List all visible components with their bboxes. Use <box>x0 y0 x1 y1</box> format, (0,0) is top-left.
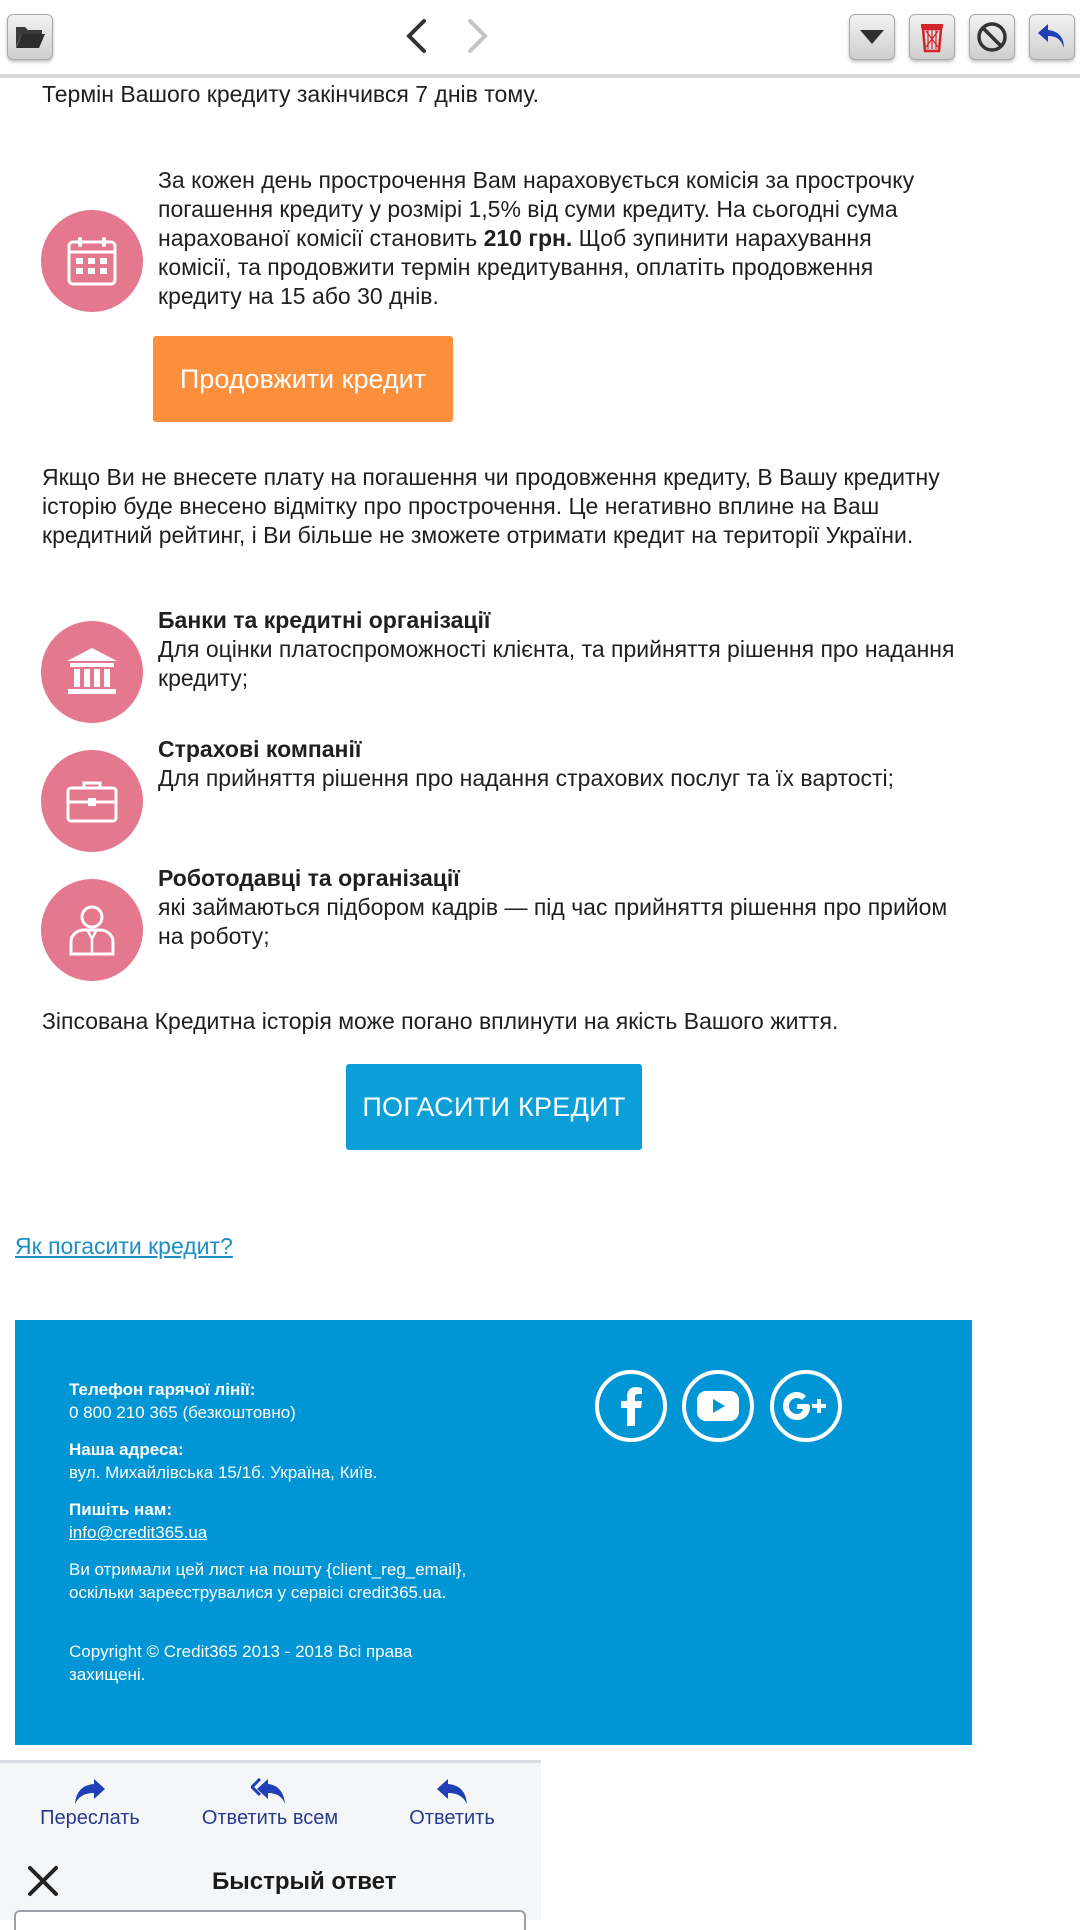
address-value: вул. Михайлівська 15/1б. Україна, Київ. <box>69 1463 378 1482</box>
copyright: Copyright © Credit365 2013 - 2018 Всі права захищені. <box>69 1642 413 1684</box>
reply-icon[interactable] <box>1029 14 1075 60</box>
address-label: Наша адреса: <box>69 1440 184 1459</box>
write-label: Пишіть нам: <box>69 1500 173 1519</box>
caret-down-icon[interactable] <box>849 14 895 60</box>
item-title: Банки та кредитні організації <box>158 607 491 633</box>
quick-reply-panel <box>0 1848 541 1920</box>
reply-all-label: Ответить всем <box>201 1807 339 1829</box>
subscription-notice: Ви отримали цей лист на пошту {client_reg_email}, оскільки зареєструвалися у сервісі credit365.ua. <box>69 1560 467 1602</box>
expired-notice: Термін Вашого кредиту закінчився 7 днів тому. <box>42 81 539 107</box>
facebook-icon[interactable] <box>595 1370 667 1442</box>
reply-icon <box>435 1777 469 1805</box>
fee-text-before: За кожен день прострочення Вам нараховується комісія за прострочку погашення кредиту у розмірі 1,5% від суми кредиту. На сьогодні сума нарахованої комісії становить <box>158 167 915 251</box>
calendar-icon <box>41 210 143 312</box>
folder-open-icon[interactable] <box>7 14 53 60</box>
address-block <box>69 1438 378 1484</box>
list-item <box>158 735 958 793</box>
fee-amount: 210 грн. <box>483 225 573 251</box>
item-title: Страхові компанії <box>158 736 362 762</box>
item-title: Роботодавці та організації <box>158 865 460 891</box>
briefcase-icon <box>41 750 143 852</box>
item-text: Для оцінки платоспроможності клієнта, та прийняття рішення про надання кредиту; <box>158 636 955 691</box>
youtube-icon[interactable] <box>682 1370 754 1442</box>
fee-text-after: Щоб зупинити нарахування комісії, та продовжити термін кредитування, оплатіть продовження кредиту на 15 або 30 днів. <box>158 225 874 309</box>
forward-icon <box>73 1777 107 1805</box>
extend-credit-button[interactable]: Продовжити кредит <box>153 336 453 422</box>
contact-block <box>69 1498 207 1544</box>
pay-credit-button[interactable]: ПОГАСИТИ КРЕДИТ <box>346 1064 642 1150</box>
hotline-label: Телефон гарячої лінії: <box>69 1380 256 1399</box>
item-text: які займаються підбором кадрів — під час прийняття рішення про прийом на роботу; <box>158 894 948 949</box>
chevron-right-icon[interactable] <box>458 16 498 56</box>
message-action-bar <box>0 1760 541 1848</box>
item-text: Для прийняття рішення про надання страхових послуг та їх вартості; <box>158 765 895 791</box>
closing-text: Зіпсована Кредитна історія може погано вплинути на якість Вашого життя. <box>42 1008 839 1034</box>
block-icon[interactable] <box>969 14 1015 60</box>
trash-icon[interactable] <box>909 14 955 60</box>
google-plus-icon[interactable] <box>770 1370 842 1442</box>
top-toolbar <box>0 0 1080 78</box>
how-to-pay-link[interactable]: Як погасити кредит? <box>15 1233 233 1259</box>
reply-all-button[interactable] <box>196 1777 344 1830</box>
fee-paragraph <box>158 166 948 311</box>
reply-label: Ответить <box>409 1807 495 1829</box>
email-footer <box>15 1320 972 1745</box>
close-icon[interactable] <box>26 1864 60 1903</box>
contact-email-link[interactable]: info@credit365.ua <box>69 1523 208 1542</box>
hotline-value: 0 800 210 365 (безкоштовно) <box>69 1403 296 1422</box>
quick-reply-title: Быстрый ответ <box>212 1868 397 1895</box>
forward-button[interactable] <box>37 1777 143 1830</box>
reply-button[interactable] <box>404 1777 500 1830</box>
hotline-block <box>69 1378 296 1424</box>
bank-icon <box>41 621 143 723</box>
reply-all-icon <box>251 1777 289 1805</box>
list-item <box>158 606 958 693</box>
quick-reply-input[interactable] <box>14 1910 526 1930</box>
chevron-left-icon[interactable] <box>396 16 436 56</box>
list-item <box>158 864 958 951</box>
employee-icon <box>41 879 143 981</box>
forward-label: Переслать <box>40 1807 140 1829</box>
warning-paragraph: Якщо Ви не внесете плату на погашення чи продовження кредиту, В Вашу кредитну історію буде внесено відмітку про прострочення. Це негативно вплине на Ваш кредитний рейтинг, і Ви більше не зможете отримати кредит на території України. <box>42 464 940 548</box>
